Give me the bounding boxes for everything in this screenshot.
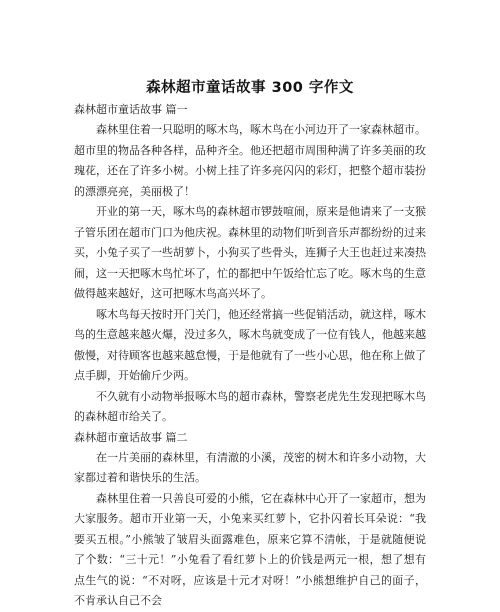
paragraph: 不久就有小动物举报啄木鸟的超市森林，警察老虎先生发现把啄木鸟的森林超市给关了。 (74, 389, 426, 423)
article-body (74, 100, 426, 612)
paragraph: 森林里住着一只聪明的啄木鸟，啄木鸟在小河边开了一家森林超市。超市里的物品各种各样，品种齐全。他还把超市周围种满了许多美丽的玫瑰花，还在了许多小树。小树上挂了许多亮闪闪的彩灯，把整个超市装扮的漂漂亮亮，美丽极了！ (74, 123, 426, 198)
paragraph: 在一片美丽的森林里，有清澈的小溪，茂密的树木和许多小动物，大家都过着和谐快乐的生活。 (74, 450, 426, 484)
paragraph: 开业的第一天，啄木鸟的森林超市锣鼓喧闹，原来是他请来了一支猴子管乐团在超市门口为他庆祝。森林里的动物们听到音乐声都纷纷的过来买，小兔子买了一些胡萝卜，小狗买了些骨头，连狮子大王也赶过来凑热闹，这一天把啄木鸟忙坏了，忙的都把中午饭给忙忘了吃。啄木鸟的生意做得越来越好，这可把啄木鸟高兴坏了。 (74, 205, 426, 300)
section-heading: 森林超市童话故事 篇一 (74, 103, 188, 116)
paragraph: 森林里住着一只善良可爱的小熊，它在森林中心开了一家超市，想为大家服务。超市开业第一天，小兔来买红萝卜，它扑闪着长耳朵说：“我要买五根。”小熊皱了皱眉头面露难色，原来它算不清帐，于是就随便说了个数：“三十元！”小兔看了看红萝卜上的价钱是两元一根，想了想有点生气的说：“不对呀，应该是十元才对呀！”小熊想维护自己的面子，不肯承认自己不会 (74, 491, 426, 607)
paragraph: 啄木鸟每天按时开门关门，他还经常搞一些促销活动，就这样，啄木鸟的生意越来越火爆，没过多久，啄木鸟就变成了一位有钱人，他越来越傲慢，对待顾客也越来越怠慢，于是他就有了一些小心思，他在称上做了点手脚，开始偷斤少两。 (74, 307, 426, 382)
page-title: 森林超市童话故事 300 字作文 (146, 80, 354, 96)
section-heading: 森林超市童话故事 篇二 (74, 430, 188, 444)
